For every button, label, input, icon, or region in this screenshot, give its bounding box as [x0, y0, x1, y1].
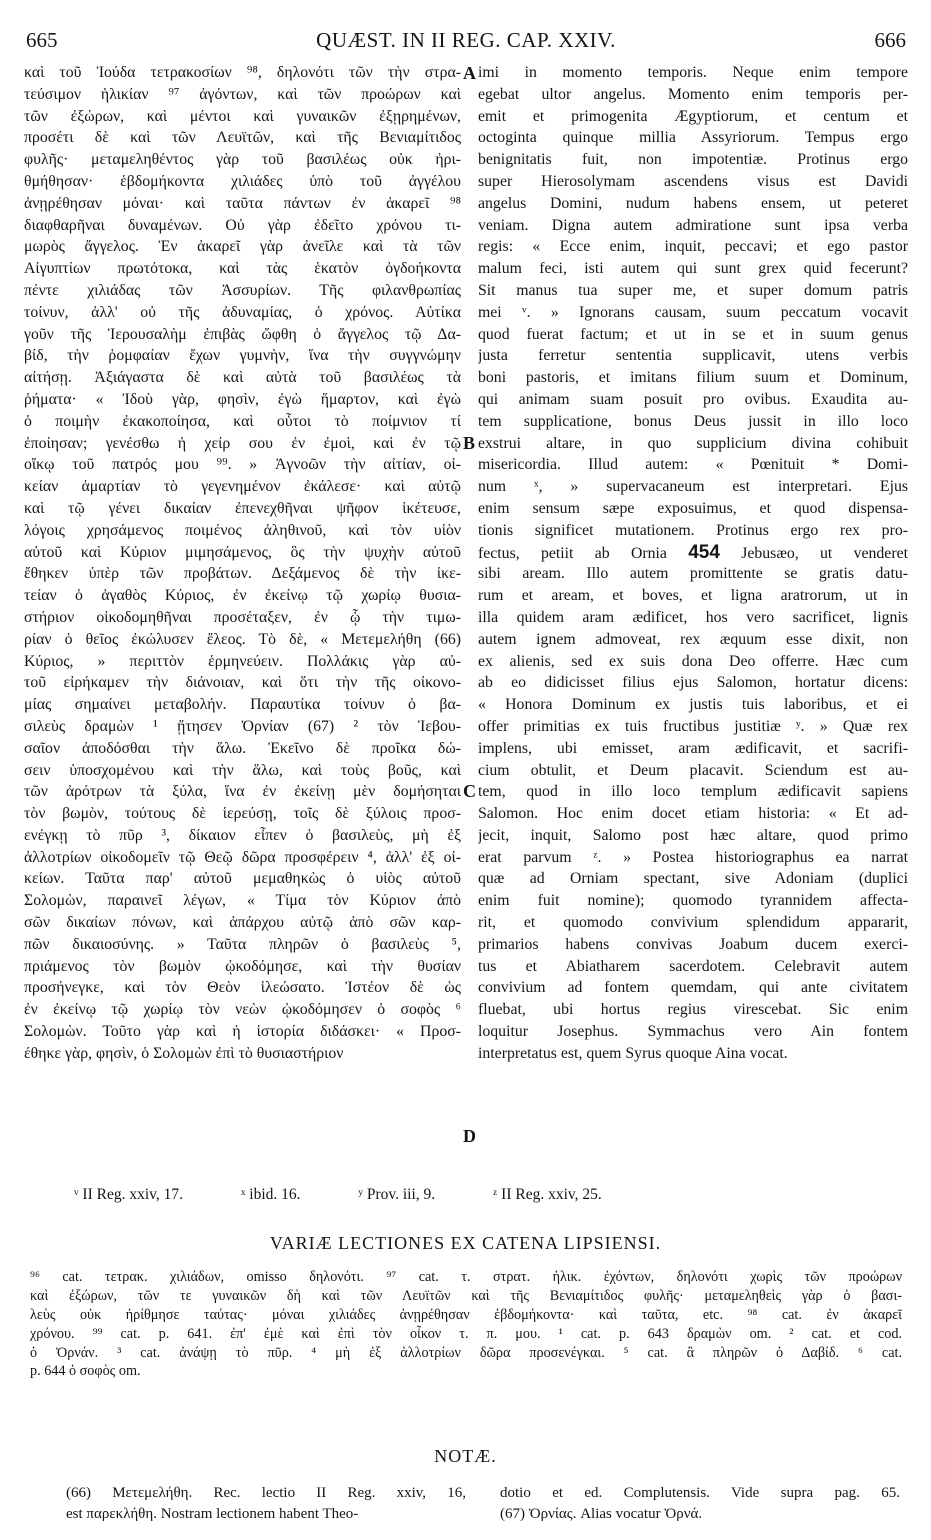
scripture-references	[74, 1186, 874, 1210]
greek-text-line: τὸν βωμὸν, τούτους δὲ ἱερεύσῃ, τοῖς δὲ ξύλοις προσ-	[24, 805, 461, 823]
greek-text-line: τοίνυν, ἀλλ' οὐ τῆς ἀδυναμίας, ὁ χρόνος. Αὐτίκα	[24, 303, 461, 321]
greek-text-line: θμήθησαν· ἑβδομήκοντα χιλιάδες ὑπὸ τοῦ ἀγγέλου	[24, 172, 461, 190]
latin-text-line: super Hierosolymam ascendens visus est Davidi	[478, 172, 908, 190]
latin-text-line: sibi aream. Illo autem promittente se gratis datu-	[478, 565, 908, 583]
greek-text-line: αὐτοῦ καὶ Κύριον μιμησάμενος, ὃς τὴν ψυχὴν αὐτοῦ	[24, 543, 461, 561]
latin-text-line: boni pastoris, et imitans filium suum et Dominum,	[478, 369, 908, 387]
latin-text-line: tem supplicatione, bonus Deus jussit in illo loco	[478, 412, 908, 430]
latin-text-line: erat parvum ᶻ. » Postea historiographus ea narrat	[478, 848, 908, 866]
latin-text-line: interpretatus est, quem Syrus quoque Aina vocat.	[478, 1044, 788, 1062]
variae-text-line: λεὺς οὐκ ἠρίθμησε ταύτας· μόναι χιλιάδες ἀνῃρέθησαν ἑβδομήκοντα· καὶ ταῦτα, etc. ⁹⁸ cat. ἐν ἀκαρεῖ	[30, 1306, 902, 1323]
latin-text-line: exstrui altare, in quo supplicium divina cohibuit	[478, 434, 908, 452]
latin-text-line: rit, et quomodo convivium splendidum appararit,	[478, 914, 908, 932]
column-number: 454	[688, 541, 720, 563]
greek-text-line: σειν ὑποσχομένου καὶ τὴν ἅλω, καὶ τοὺς βοῦς, καὶ	[24, 761, 461, 779]
greek-text-line: μωρὸς ἄγγελος. Ἐν ἀκαρεῖ γὰρ ἀνεῖλε καὶ τὰ τῶν	[24, 238, 461, 256]
latin-text-line: num ˣ, » supervacaneum est interpretari. Ejus	[478, 478, 908, 496]
variae-text-line: ⁹⁶ cat. τετρακ. χιλιάδων, omisso δηλονότι. ⁹⁷ cat. τ. στρατ. ἡλικ. ἐχόντων, δηλονότι χωρὶς τῶν προώρων	[30, 1269, 902, 1285]
page-number-right: 666	[874, 28, 906, 52]
page-number-left: 665	[26, 28, 58, 52]
latin-column	[478, 62, 908, 1065]
notae-title: NOTÆ.	[434, 1446, 497, 1466]
latin-text-line: cium obtulit, et Deum placavit. Sciendum est au-	[478, 761, 908, 779]
latin-text-line: imi in momento temporis. Neque enim tempore	[478, 64, 908, 81]
greek-text-line: ἀλλοτρίων οἰκοδομεῖν τῷ Θεῷ δῶρα προσφέρειν ⁴, ἀλλ' ἐξ οἰ-	[24, 848, 461, 866]
greek-text-line: σῶν δικαίων πόνων, καὶ ἀπάρχου αὐτῷ ἀπὸ σῶν καρ-	[24, 914, 461, 932]
greek-text-line: αἰτήσῃ. Ἀξιάγαστα δὲ καὶ αὐτὰ τοῦ βασιλέως τὰ	[24, 369, 461, 387]
note-text-line: dotio et ed. Complutensis. Vide supra pag. 65.	[500, 1485, 900, 1501]
latin-text-line: Sit manus tua super me, et super domum patris	[478, 281, 908, 299]
greek-text-line: πέντε χιλιάδας τῶν Ἀσσυρίων. Τῆς φιλανθρωπίας	[24, 281, 461, 299]
greek-text-line: σιλεὺς δραμὼν ¹ ᾔτησεν Ὀρνίαν (67) ² τὸν Ἰεβου-	[24, 717, 461, 735]
greek-text-line: κείων. Ταῦτα παρ' αὐτοῦ μεμαθηκὼς ὁ υἱὸς αὐτοῦ	[24, 870, 461, 888]
latin-text-line: jecit, inquit, Salomo post hæc altare, quod primo	[478, 826, 908, 844]
greek-text-line: μίας σημαίνει μεταβολήν. Παραυτίκα τοίνυν ὁ βα-	[24, 696, 461, 714]
latin-text-line: ab eo didicisset filius ejus Salomon, hortatur dicens:	[478, 674, 908, 692]
margin-letter-b: B	[463, 433, 476, 453]
latin-text-line: primarios habens convivas Joabum ducem exerci-	[478, 935, 908, 953]
greek-text-line: ἐν ἐκείνῳ τῷ χωρίῳ τὸν νεὼν ᾠκοδόμησεν ὁ σοφὸς ⁶	[24, 1001, 461, 1019]
latin-text-line: ex alienis, sed ex suis dona Deo offerre. Hæc cum	[478, 652, 908, 670]
greek-text-line: τείαν ὁ ἀγαθὸς Κύριος, ἐν ἐκείνῳ τῷ χωρίῳ θυσια-	[24, 587, 461, 605]
greek-text-line: ῥήματα· « Ἰδοὺ γὰρ, φησὶν, ἐγὼ ἥμαρτον, καὶ ἐγὼ	[24, 390, 461, 408]
greek-text-line: οἴκῳ τοῦ πατρός μου ⁹⁹. » Ἀγνοῶν τὴν αἰτίαν, οἰ-	[24, 456, 461, 474]
greek-text-line: ὁ ποιμὴν ἐκακοποίησα, καὶ οὗτοι τὸ ποίμνιον τί	[24, 412, 461, 430]
greek-text-line: Κύριος, » περιττὸν ἑρμηνεύειν. Πολλάκις γὰρ αὐ-	[24, 652, 461, 670]
greek-text-line: Σολομὼν, παραινεῖ λέγων, « Τίμα τὸν Κύριον ἀπὸ	[24, 892, 461, 910]
greek-text-line: Σολομὼν. Τοῦτο γὰρ καὶ ἡ ἱστορία διδάσκει· « Προσ-	[24, 1023, 461, 1041]
variae-lectiones-body	[30, 1268, 902, 1381]
greek-text-line: καὶ τοῦ Ἰούδα τετρακοσίων ⁹⁸, δηλονότι τῶν τὴν στρα-	[24, 64, 461, 81]
latin-text-line: fectus, petiit ab Ornia 454 Jebusæo, ut venderet	[478, 541, 908, 563]
latin-text-line: implens, ubi emisset, aram ædificavit, et sacrifi-	[478, 739, 908, 757]
greek-text-line: ρίαν ὁ θεῖος ἐκώλυσεν ἔλεος. Τὸ δὲ, « Μετεμελήθη (66)	[24, 630, 461, 648]
greek-text-line: διαφθαρῆναι δυναμένων. Οὐ γὰρ ἐδεῖτο χρόνου τι-	[24, 216, 461, 234]
scripture-ref: ᵛ II Reg. xxiv, 17.	[74, 1186, 184, 1203]
variae-text-line: ὁ Ὀρνάν. ³ cat. ἀνάψῃ τὸ πῦρ. ⁴ μὴ ἐξ ἀλλοτρίων δῶρα προσενέγκαι. ⁵ cat. ἃ πληρῶν ὁ Δαβίδ. ⁶ cat.	[30, 1344, 902, 1361]
latin-text-line: tem, quod in illo loco templum ædificavit sapiens	[478, 783, 908, 801]
latin-text-line: regis: « Ecce enim, inquit, peccavi; et ego pastor	[478, 238, 908, 256]
latin-text-line: tionis significet mutationem. Protinus ergo rex pro-	[478, 521, 908, 539]
greek-text-line: τεύσιμον ἡλικίαν ⁹⁷ ἀγόντων, καὶ τῶν προώρων καὶ	[24, 85, 461, 103]
latin-text-line: offer primitias ex tuis fructibus justitiæ ʸ. » Quæ rex	[478, 717, 908, 735]
margin-letter-c: C	[463, 781, 476, 801]
greek-text-line: λόγοις χρησάμενος ποιμένος ἀληθινοῦ, καὶ τὸν υἱὸν	[24, 521, 461, 539]
greek-text-line: πριάμενος τὸν βωμὸν ᾠκοδόμησε, καὶ τὴν θυσίαν	[24, 957, 461, 975]
scripture-ref: ˣ ibid. 16.	[240, 1186, 301, 1203]
note-text-line: est παρεκλήθη. Nostram lectionem habent Theo-	[66, 1506, 359, 1522]
greek-text-line: φυλῆς· μεταμεληθέντος γὰρ τοῦ βασιλέως οὐκ ἠρι-	[24, 151, 461, 169]
greek-text-line: ενέγκῃ τὸ πῦρ ³, δίκαιον εἶπεν ὁ βασιλεὺς, μὴ ἐξ	[24, 826, 461, 844]
variae-text-line: καὶ ἐξώρων, τῶν τε γυναικῶν δὴ καὶ τῶν Λευϊτῶν καὶ τῆς Βενιαμίτιδος φυλῆς· μεταμεληθεὶς γὰρ ὁ βασι-	[30, 1287, 902, 1304]
latin-text-line: justa ferretur sententia supplicavit, utens verbis	[478, 347, 908, 365]
greek-text-line: προσέτι δὲ καὶ τῶν Λευϊτῶν, καὶ τῆς Βενιαμίτιδος	[24, 129, 461, 147]
greek-text-line: έθηκε γὰρ, φησὶν, ὁ Σολομὼν ἐπὶ τὸ θυσιαστήριον	[24, 1044, 344, 1062]
latin-text-line: convivium ad fontem quemdam, qui ante civitatem	[478, 979, 908, 997]
greek-text-line: τῶν ἐξώρων, καὶ μέντοι καὶ γυναικῶν ἐξῃρημένων,	[24, 107, 461, 125]
latin-text-line: veniam. Digna autem admiratione sunt ipsa verba	[478, 216, 908, 234]
latin-text-line: angelus Domini, nudum habens ensem, ut peteret	[478, 194, 908, 212]
margin-letter-d: D	[463, 1126, 476, 1146]
latin-text-line: emit et primogenita Ægyptiorum, et centum et	[478, 107, 908, 125]
greek-text-line: τοῦ εἰρήκαμεν τὴν διάνοιαν, καὶ ὅτι τὴν τῆς οἰκονο-	[24, 674, 461, 692]
running-title: QUÆST. IN II REG. CAP. XXIV.	[316, 28, 616, 52]
latin-text-line: benignitatis fuit, non impotentiæ. Protinus ergo	[478, 151, 908, 169]
note-text-line: (66) Μετεμελήθη. Rec. lectio II Reg. xxiv, 16,	[66, 1485, 466, 1501]
variae-text-line: p. 644 ὁ σοφὸς om.	[30, 1363, 141, 1380]
latin-text-line: Salomon. Hoc enim docet etiam historia: « Et ad-	[478, 805, 908, 823]
greek-text-line: ἔθηκεν ὑπὲρ τῶν προβάτων. Δεξάμενος δὲ τὴν ἱκε-	[24, 565, 461, 583]
greek-text-line: γοῦν τῆς Ἱερουσαλὴμ ἐπιβὰς ὤφθη ὁ ἄγγελος τῷ Δα-	[24, 325, 461, 343]
latin-text-line: illa quidem aram ædificet, hos vero sacrificet, lignis	[478, 608, 908, 626]
latin-text-line: tus et Abiatharem sacerdotem. Celebravit autem	[478, 957, 908, 975]
note-text-line: (67) Ὀρνίας. Alias vocatur Ὀρνά.	[500, 1506, 703, 1522]
latin-text-line: quæ ad Orniam spectant, sive Adoniam (duplici	[478, 870, 908, 888]
latin-text-line: quod fuerat factum; et ut in se et in suum genus	[478, 325, 908, 343]
greek-text-line: ἀνῃρέθησαν μόναι· καὶ ταῦτα πάντων ἐν ἀκαρεῖ ⁹⁸	[24, 194, 461, 212]
running-header	[26, 28, 906, 58]
latin-text-line: autem ignem admoveat, rex æquum esse dixit, non	[478, 630, 908, 648]
latin-text-line: qui animam suam posuit pro ovibus. Exaudita au-	[478, 390, 908, 408]
greek-text-line: στήριον οἰκοδομηθῆναι προσέταξεν, ἐν ᾧ τὴν τιμω-	[24, 608, 461, 626]
notae-right-column	[500, 1483, 900, 1525]
latin-text-line: misericordia. Illud autem: « Pœnituit * Domi-	[478, 456, 908, 474]
latin-text-line: mei ᵛ. » Ignorans causam, suum peccatum vocavit	[478, 303, 908, 321]
latin-text-line: malum feci, isti autem qui sunt grex quid fecerunt?	[478, 260, 908, 278]
notae-left-column	[66, 1483, 466, 1525]
margin-letter-a: A	[463, 63, 476, 83]
latin-text-line: fluebat, ubi hortus regius virescebat. Sic enim	[478, 1001, 908, 1019]
greek-text-line: βίδ, τὴν ῥομφαίαν ἔχων γυμνὴν, ἵνα τὴν συγγνώμην	[24, 347, 461, 365]
greek-text-line: Αἰγυπτίων πρωτότοκα, καὶ τὰς ἑκατὸν ὀγδοήκοντα	[24, 260, 461, 278]
greek-text-line: κείαν ἁμαρτίαν τὸ γεγενημένον ἐκάλεσε· καὶ αὐτῷ	[24, 478, 461, 496]
latin-text-line: octoginta quinque millia Assyriorum. Tempus ergo	[478, 129, 908, 147]
variae-lectiones-title: VARIÆ LECTIONES EX CATENA LIPSIENSI.	[269, 1233, 662, 1253]
greek-text-line: προσήνεγκε, καὶ τὸν Θεὸν ἱλεώσατο. Ἰστέον δὲ ὡς	[24, 979, 461, 997]
scripture-ref: ᶻ II Reg. xxiv, 25.	[493, 1186, 602, 1203]
latin-text-line: egebat ultor angelus. Momento enim temporis per-	[478, 85, 908, 103]
latin-text-line: loquitur Josephus. Symmachus vero Ain fontem	[478, 1023, 908, 1041]
latin-text-line: enim sensum sæpe exposuimus, et quod dispensa-	[478, 499, 908, 517]
greek-text-line: πῶν δικαιοσύνης. » Ταῦτα πληρῶν ὁ βασιλεὺς ⁵,	[24, 935, 461, 953]
greek-text-line: σαῖον ἀποδόσθαι τὴν ἅλω. Ἐκεῖνο δὲ προῖκα δώ-	[24, 739, 461, 757]
scripture-ref: ʸ Prov. iii, 9.	[358, 1186, 436, 1203]
greek-text-line: τῶν ἀρότρων τὰ ξύλα, ἵνα ἐν ἐκείνῃ μὲν δομήσηται	[24, 783, 461, 801]
greek-text-line: καὶ τῷ γένει δικαίαν ἐπενεχθῆναι ψῆφον ἱκέτευσε,	[24, 499, 461, 517]
greek-column	[24, 62, 461, 1065]
latin-text-line: « Honora Dominum ex justis tuis laboribus, et ei	[478, 696, 908, 714]
variae-text-line: χρόνου. ⁹⁹ cat. p. 641. ἐπ' ἐμὲ καὶ ἐπὶ τὸν οἶκον τ. π. μου. ¹ cat. p. 643 δραμὼν om. ² cat. et cod.	[30, 1325, 902, 1342]
greek-text-line: ἐποίησαν; γενέσθω ἡ χείρ σου ἐν ἐμοὶ, καὶ ἐν τῷ	[24, 434, 461, 452]
latin-text-line: rum et aream, et boves, et ligna aratrorum, ut in	[478, 587, 908, 605]
latin-text-line: enim fuit nomine); quomodo tyrannidem affecta-	[478, 892, 908, 910]
